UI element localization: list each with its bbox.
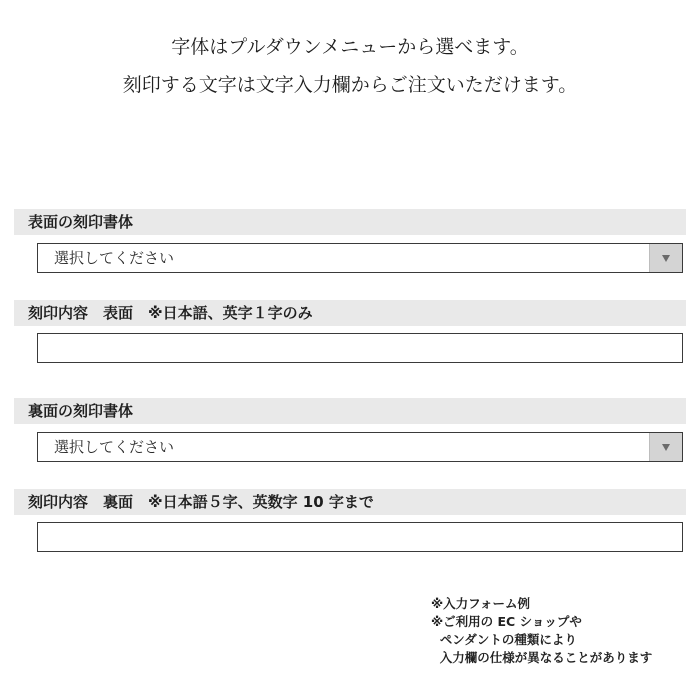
back-font-header: 裏面の刻印書体 — [14, 398, 686, 424]
intro-line-2: 刻印する文字は文字入力欄からご注文いただけます。 — [122, 74, 578, 96]
back-text-input[interactable] — [37, 522, 683, 552]
front-text-input[interactable] — [37, 333, 683, 363]
front-font-header: 表面の刻印書体 — [14, 209, 686, 235]
note-line-4: 入力欄の仕様が異なることがあります — [431, 650, 653, 665]
form-notes — [431, 595, 652, 667]
chevron-down-icon — [662, 255, 670, 262]
intro-line-1: 字体はプルダウンメニューから選べます。 — [171, 36, 529, 58]
note-line-2: ※ご利用の EC ショップや — [431, 614, 582, 629]
chevron-down-icon — [662, 444, 670, 451]
back-font-dropdown-button[interactable] — [649, 433, 682, 461]
note-line-3: ペンダントの種類により — [431, 632, 577, 647]
front-font-dropdown-button[interactable] — [649, 244, 682, 272]
front-text-header: 刻印内容 表面 ※日本語、英字１字のみ — [14, 300, 686, 326]
note-line-1: ※入力フォーム例 — [431, 596, 531, 611]
front-font-select[interactable] — [37, 243, 683, 273]
intro-text — [0, 28, 700, 104]
back-font-selected-value: 選択してください — [54, 438, 175, 456]
front-font-selected-value: 選択してください — [54, 249, 175, 267]
back-font-select[interactable] — [37, 432, 683, 462]
back-text-header: 刻印内容 裏面 ※日本語５字、英数字 10 字まで — [14, 489, 686, 515]
